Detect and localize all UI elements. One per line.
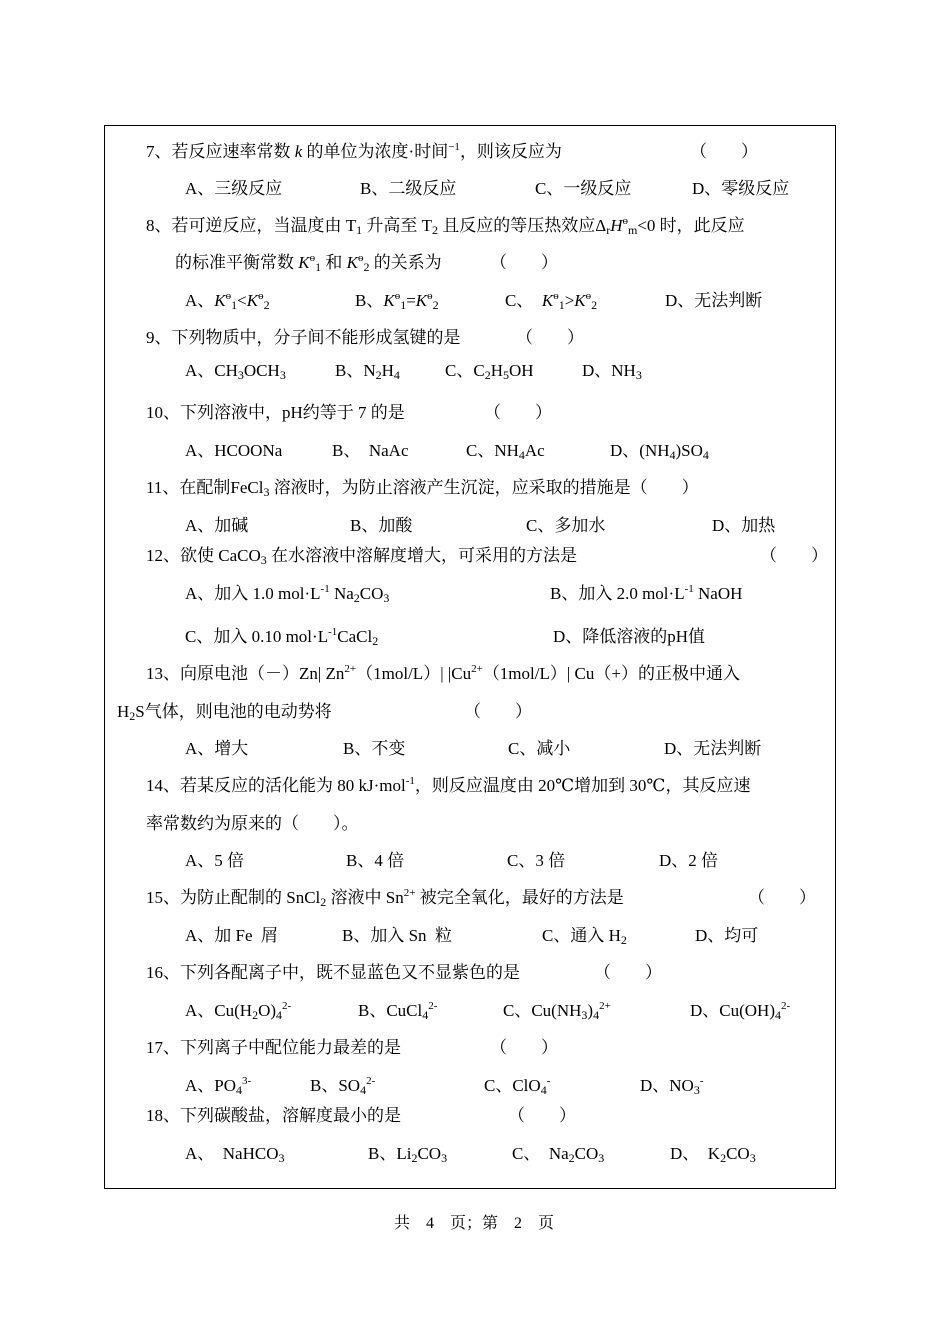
q17-option-d: D、$NO_3^-$ [640, 1075, 704, 1097]
question-9: 9、下列物质中，分子间不能形成氢键的是 [146, 328, 461, 347]
q10-option-c: C、$NH_4Ac$ [466, 441, 545, 462]
q14-option-d: D、2 倍 [659, 851, 719, 870]
answer-paren-16: （ ） [594, 963, 662, 982]
q16-option-a: A、$Cu(H_2O)_4^{2-}$ [185, 1000, 292, 1022]
q15-option-b: B、加入 Sn 粒 [342, 926, 453, 945]
q10-option-d: D、$(NH_4)SO_4$ [610, 441, 709, 462]
q12-option-d: D、降低溶液的pH值 [553, 627, 706, 646]
answer-paren-7: （ ） [690, 142, 758, 161]
question-14-line-2: 率常数约为原来的（ ）。 [146, 814, 359, 833]
q11-option-a: A、加碱 [185, 516, 249, 535]
q12-option-c: C、加入 0.10 $mol\cdot L^{-1}CaCl_2$ [185, 626, 379, 648]
q10-option-a: A、HCOONa [185, 441, 283, 460]
answer-paren-18: （ ） [508, 1106, 576, 1125]
answer-paren-13: （ ） [464, 702, 532, 721]
q15-option-a: A、加 Fe 屑 [185, 926, 279, 945]
q9-option-c: C、$C_2H_5OH$ [445, 361, 534, 382]
q13-option-d: D、无法判断 [664, 739, 762, 758]
q18-option-c: C、 $Na_2CO_3$ [512, 1144, 605, 1165]
question-13-line-2: $H_2S$气体，则电池的电动势将 [117, 702, 332, 723]
q14-option-a: A、5 倍 [185, 851, 245, 870]
q8-option-b: B、$K^ө_1=K^ө_2$ [355, 290, 439, 312]
q11-option-d: D、加热 [712, 516, 776, 535]
q16-option-c: C、$Cu(NH_3)_4^{2+}$ [503, 1000, 611, 1022]
q15-option-c: C、通入 $H_2$ [542, 926, 627, 947]
q17-option-a: A、$PO_4^{3-}$ [185, 1075, 252, 1097]
q12-option-a: A、加入 1.0 $mol\cdot L^{-1}$ $Na_2CO_3$ [185, 583, 390, 605]
q9-option-d: D、$NH_3$ [582, 361, 642, 382]
q7-option-c: C、一级反应 [535, 179, 632, 198]
question-13: 13、向原电池（－）Zn| $Zn^{2+}(1mol/L)|$ $|Cu^{2+}(1mol/L)|$ Cu（+）的正极中通入 [146, 663, 740, 683]
q14-option-b: B、4 倍 [346, 851, 405, 870]
answer-paren-17: （ ） [490, 1038, 558, 1057]
question-15: 15、为防止配制的 SnCl$_2$ 溶液中 $Sn^{2+}$ 被完全氧化，最好的方法是 [146, 887, 624, 909]
q11-option-c: C、多加水 [526, 516, 606, 535]
q16-option-d: D、$Cu(OH)_4^{2-}$ [690, 1000, 791, 1022]
answer-paren-8: （ ） [490, 253, 558, 272]
q8-option-a: A、$K^ө_1<K^ө_2$ [185, 290, 270, 312]
question-7: 7、若反应速率常数 k 的单位为浓度·时间$^{-1}$，则该反应为 [146, 141, 562, 161]
q17-option-c: C、ClO$_4$- [484, 1075, 551, 1097]
question-10: 10、下列溶液中，pH约等于 7 的是 [146, 403, 405, 422]
q7-option-d: D、零级反应 [692, 179, 790, 198]
q13-option-c: C、减小 [508, 739, 571, 758]
question-8: 8、若可逆反应，当温度由 $T_1$ 升高至 $T_2$ 且反应的等压热效应$\Delta_rH^ө_m<0$ 时，此反应 [146, 215, 745, 237]
question-frame [104, 125, 836, 1189]
q13-option-a: A、增大 [185, 739, 249, 758]
q18-option-b: B、$Li_2CO_3$ [368, 1144, 448, 1165]
q14-option-c: C、3 倍 [507, 851, 566, 870]
question-16: 16、下列各配离子中，既不显蓝色又不显紫色的是 [146, 963, 520, 982]
answer-paren-10: （ ） [484, 403, 552, 422]
q9-option-a: A、$CH_3OCH_3$ [185, 361, 286, 382]
q13-option-b: B、不变 [343, 739, 406, 758]
q9-option-b: B、$N_2H_4$ [335, 361, 400, 382]
q16-option-b: B、CuCl$_4^{2-}$ [358, 1000, 438, 1022]
question-14: 14、若某反应的活化能为 80 kJ·mol$^{-1}$，则反应温度由 20℃增加到 30℃，其反应速 [146, 775, 751, 795]
question-18: 18、下列碳酸盐，溶解度最小的是 [146, 1106, 401, 1125]
q17-option-b: B、$SO_4^{2-}$ [310, 1075, 376, 1097]
question-12: 12、欲使 CaCO$_3$ 在水溶液中溶解度增大，可采用的方法是 [146, 546, 577, 567]
q8-option-d: D、无法判断 [665, 291, 763, 310]
q15-option-d: D、均可 [695, 926, 759, 945]
answer-paren-9: （ ） [516, 328, 584, 347]
question-17: 17、下列离子中配位能力最差的是 [146, 1038, 401, 1057]
q18-option-d: D、 $K_2CO_3$ [670, 1144, 756, 1165]
question-11: 11、在配制FeCl$_3$ 溶液时，为防止溶液产生沉淀，应采取的措施是（ ） [146, 478, 699, 499]
q10-option-b: B、 NaAc [332, 441, 409, 460]
q18-option-a: A、 NaHCO$_3$ [185, 1144, 285, 1165]
q7-option-a: A、三级反应 [185, 179, 283, 198]
q11-option-b: B、加酸 [350, 516, 413, 535]
answer-paren-15: （ ） [748, 888, 816, 907]
question-8-line-2: 的标准平衡常数 $K^ө_1$ 和 $K^ө_2$ 的关系为 [175, 252, 442, 274]
answer-paren-12: （ ） [760, 546, 828, 565]
page-footer: 共 4 页；第 2 页 [394, 1215, 555, 1232]
q12-option-b: B、加入 2.0 $mol\cdot L^{-1}$ NaOH [550, 583, 743, 603]
q7-option-b: B、二级反应 [360, 179, 457, 198]
q8-option-c: C、 $K^ө_1>K^ө_2$ [505, 290, 598, 312]
